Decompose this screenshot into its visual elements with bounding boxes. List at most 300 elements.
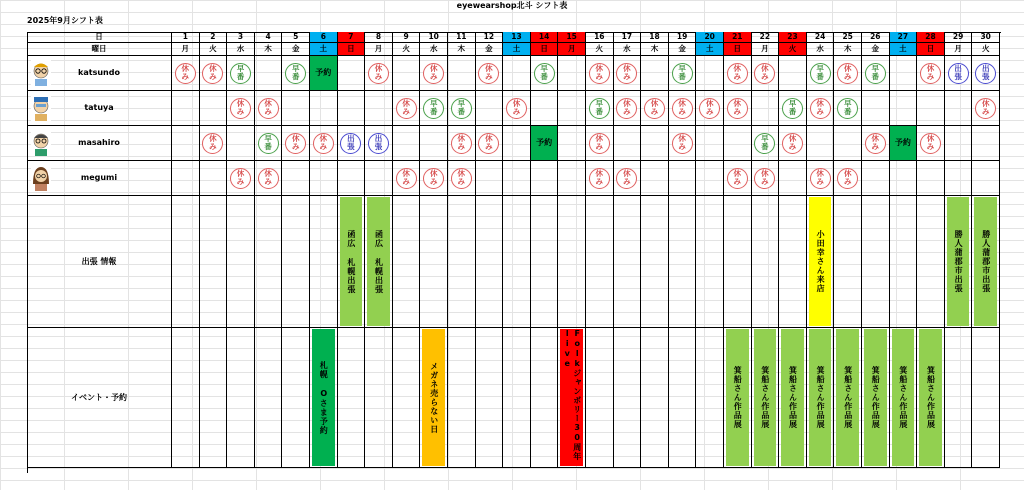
shift-cell[interactable] (807, 161, 835, 196)
shift-cell[interactable] (614, 91, 642, 126)
shift-cell[interactable] (531, 161, 559, 196)
day-off-stamp (202, 63, 223, 84)
off-char-2: み (926, 142, 935, 151)
shift-cell[interactable] (558, 126, 586, 161)
shift-cell[interactable] (779, 56, 807, 91)
day-off-stamp (754, 63, 775, 84)
day-off-stamp (396, 98, 417, 119)
shift-cell[interactable] (586, 56, 614, 91)
shift-cell[interactable] (669, 91, 697, 126)
event-block[interactable] (809, 329, 832, 466)
business-trip-cell[interactable] (558, 196, 586, 328)
shift-cell[interactable] (862, 126, 890, 161)
business-trip-cell[interactable] (200, 196, 228, 328)
early-shift-stamp (810, 63, 831, 84)
off-char-1: 休 (457, 169, 466, 178)
shift-cell[interactable] (476, 91, 504, 126)
business-trip-cell[interactable] (752, 196, 780, 328)
off-char-1: 休 (816, 99, 824, 108)
shift-cell[interactable] (972, 126, 1000, 161)
business-trip-cell[interactable] (255, 196, 283, 328)
shift-cell[interactable] (200, 91, 228, 126)
business-trip-cell[interactable] (172, 196, 200, 328)
business-trip-cell[interactable] (669, 196, 697, 328)
shift-cell[interactable] (255, 56, 283, 91)
business-trip-stamp (948, 63, 969, 84)
off-char-2: み (236, 177, 245, 186)
early-char-1: 早 (843, 99, 852, 108)
off-char-1: 休 (733, 99, 742, 108)
shift-cell[interactable] (614, 56, 642, 91)
off-char-2: み (926, 72, 935, 81)
shift-cell[interactable] (752, 91, 780, 126)
day-number-14: 14 (531, 32, 559, 43)
business-trip-text: 小田幸さん来店 (816, 230, 826, 293)
shift-cell[interactable] (255, 126, 283, 161)
shift-cell[interactable] (255, 161, 283, 196)
shift-cell[interactable] (448, 56, 476, 91)
day-header-label: 日 (27, 32, 172, 43)
off-char-2: み (843, 72, 852, 81)
day-off-stamp (478, 133, 499, 154)
weekday-11: 木 (448, 43, 476, 56)
early-char-1: 早 (788, 99, 797, 108)
business-trip-cell[interactable] (696, 196, 724, 328)
event-cell[interactable] (200, 328, 228, 468)
event-block[interactable] (560, 329, 583, 466)
weekday-21: 日 (724, 43, 752, 56)
shift-cell[interactable] (558, 161, 586, 196)
shift-cell[interactable] (890, 161, 918, 196)
business-trip-cell[interactable] (476, 196, 504, 328)
day-off-stamp (699, 98, 720, 119)
business-trip-cell[interactable] (282, 196, 310, 328)
day-number-22: 22 (752, 32, 780, 43)
day-off-stamp (754, 168, 775, 189)
business-trip-cell[interactable] (420, 196, 448, 328)
day-number-26: 26 (862, 32, 890, 43)
shift-cell[interactable] (972, 161, 1000, 196)
shift-cell[interactable] (614, 126, 642, 161)
weekday-7: 日 (338, 43, 366, 56)
event-cell[interactable] (586, 328, 614, 468)
shift-cell[interactable] (310, 126, 338, 161)
shift-cell[interactable] (917, 91, 945, 126)
off-char-1: 休 (236, 169, 245, 178)
off-char-2: み (981, 107, 990, 116)
event-cell[interactable] (227, 328, 255, 468)
early-shift-stamp (534, 63, 555, 84)
shift-cell[interactable] (172, 91, 200, 126)
day-number-23: 23 (779, 32, 807, 43)
day-number-4: 4 (255, 32, 283, 43)
shift-cell[interactable] (338, 91, 366, 126)
shift-cell[interactable] (393, 91, 421, 126)
event-block[interactable] (312, 329, 335, 466)
off-char-1: 休 (374, 64, 383, 73)
off-char-2: み (733, 107, 742, 116)
off-char-2: み (623, 107, 631, 116)
early-shift-stamp (589, 98, 610, 119)
shift-cell[interactable] (752, 126, 780, 161)
off-char-1: 休 (733, 64, 742, 73)
day-off-stamp (727, 98, 748, 119)
day-number-21: 21 (724, 32, 752, 43)
early-shift-stamp (258, 133, 279, 154)
early-char-2: 番 (816, 72, 824, 81)
weekday-28: 日 (917, 43, 945, 56)
early-char-2: 番 (236, 72, 245, 81)
weekday-26: 金 (862, 43, 890, 56)
event-text: 箕船さん作品展 (898, 366, 908, 429)
shift-cell[interactable] (641, 56, 669, 91)
shift-cell[interactable] (752, 161, 780, 196)
business-trip-cell[interactable] (724, 196, 752, 328)
event-block[interactable] (919, 329, 942, 466)
shift-cell[interactable] (862, 56, 890, 91)
day-off-stamp (396, 168, 417, 189)
event-text: 箕船さん作品展 (733, 366, 743, 429)
event-cell[interactable] (669, 328, 697, 468)
event-block[interactable] (836, 329, 859, 466)
shift-cell[interactable] (338, 56, 366, 91)
day-off-stamp (451, 168, 472, 189)
early-char-2: 番 (678, 72, 686, 81)
shift-cell[interactable] (476, 56, 504, 91)
shift-cell[interactable] (503, 56, 531, 91)
business-trip-text: 勝人蒲郡市出張 (954, 230, 964, 293)
shift-cell[interactable] (365, 56, 393, 91)
shift-cell[interactable] (972, 91, 1000, 126)
shift-cell[interactable] (724, 126, 752, 161)
shift-cell[interactable] (282, 56, 310, 91)
shift-cell[interactable] (365, 126, 393, 161)
event-cell[interactable] (365, 328, 393, 468)
early-char-1: 早 (816, 64, 824, 73)
event-text: 箕船さん作品展 (843, 366, 853, 429)
shift-cell[interactable] (227, 91, 255, 126)
shift-cell[interactable] (503, 161, 531, 196)
off-char-1: 休 (678, 134, 686, 143)
day-off-stamp (975, 98, 996, 119)
business-trip-cell[interactable] (834, 196, 862, 328)
off-char-2: み (595, 177, 604, 186)
day-number-5: 5 (282, 32, 310, 43)
shift-cell[interactable] (393, 56, 421, 91)
business-trip-cell[interactable] (614, 196, 642, 328)
shift-cell[interactable] (890, 56, 918, 91)
business-trip-cell[interactable] (779, 196, 807, 328)
shift-cell[interactable] (420, 91, 448, 126)
shift-cell[interactable] (476, 161, 504, 196)
event-text: Folkジャンボリー30周年live (562, 329, 582, 461)
off-char-2: み (457, 142, 466, 151)
shift-cell[interactable] (172, 56, 200, 91)
shift-cell[interactable] (972, 56, 1000, 91)
off-char-2: み (623, 177, 631, 186)
shift-cell[interactable] (227, 56, 255, 91)
shift-cell[interactable] (696, 56, 724, 91)
off-char-1: 休 (512, 99, 521, 108)
off-char-1: 休 (319, 134, 328, 143)
early-shift-stamp (837, 98, 858, 119)
shift-cell[interactable] (696, 161, 724, 196)
reservation-label: 予約 (536, 138, 553, 147)
day-off-stamp (285, 133, 306, 154)
early-char-2: 番 (843, 107, 852, 116)
day-number-18: 18 (641, 32, 669, 43)
shift-cell[interactable] (558, 91, 586, 126)
shift-cell[interactable] (365, 161, 393, 196)
shift-cell[interactable] (200, 56, 228, 91)
shift-cell[interactable] (503, 126, 531, 161)
shift-cell[interactable] (945, 91, 973, 126)
day-number-28: 28 (917, 32, 945, 43)
shift-cell[interactable] (310, 161, 338, 196)
off-char-1: 休 (264, 169, 272, 178)
business-trip-cell[interactable] (890, 196, 918, 328)
weekday-18: 木 (641, 43, 669, 56)
shift-cell[interactable] (172, 161, 200, 196)
day-off-stamp (506, 98, 527, 119)
day-off-stamp (727, 168, 748, 189)
off-char-2: み (623, 72, 631, 81)
business-trip-cell[interactable] (862, 196, 890, 328)
shift-cell[interactable] (696, 126, 724, 161)
event-cell[interactable] (945, 328, 973, 468)
day-off-stamp (589, 168, 610, 189)
event-block[interactable] (422, 329, 445, 466)
shift-cell[interactable] (917, 161, 945, 196)
business-trip-block[interactable] (809, 197, 832, 326)
shift-cell[interactable] (420, 56, 448, 91)
off-char-2: み (843, 177, 852, 186)
shift-cell[interactable] (255, 91, 283, 126)
event-cell[interactable] (972, 328, 1000, 468)
shift-cell[interactable] (558, 56, 586, 91)
off-char-2: み (761, 177, 769, 186)
shift-cell[interactable] (531, 56, 559, 91)
day-off-stamp (644, 98, 665, 119)
shift-cell[interactable] (614, 161, 642, 196)
shift-cell[interactable] (586, 161, 614, 196)
shift-cell[interactable] (917, 126, 945, 161)
business-trip-cell[interactable] (586, 196, 614, 328)
off-char-2: み (264, 177, 272, 186)
trip-char-1: 出 (981, 64, 990, 73)
day-off-stamp (920, 133, 941, 154)
weekday-24: 水 (807, 43, 835, 56)
event-cell[interactable] (503, 328, 531, 468)
day-number-13: 13 (503, 32, 531, 43)
event-cell[interactable] (172, 328, 200, 468)
shift-cell[interactable] (834, 161, 862, 196)
shift-cell[interactable] (448, 161, 476, 196)
event-cell[interactable] (696, 328, 724, 468)
shift-cell[interactable] (310, 91, 338, 126)
avatar-masahiro (30, 129, 52, 157)
shift-cell[interactable] (669, 126, 697, 161)
event-block[interactable] (781, 329, 804, 466)
business-trip-cell[interactable] (641, 196, 669, 328)
weekday-header-label: 曜日 (27, 43, 172, 56)
early-char-1: 早 (871, 64, 880, 73)
off-char-1: 休 (209, 134, 217, 143)
shift-cell[interactable] (503, 91, 531, 126)
event-block[interactable] (892, 329, 915, 466)
shift-cell[interactable] (338, 126, 366, 161)
event-cell[interactable] (255, 328, 283, 468)
shift-cell[interactable] (807, 56, 835, 91)
off-char-2: み (678, 107, 686, 116)
shift-cell[interactable] (282, 161, 310, 196)
shift-cell[interactable] (200, 126, 228, 161)
event-block[interactable] (726, 329, 749, 466)
off-char-2: み (236, 107, 245, 116)
early-char-2: 番 (291, 72, 300, 81)
event-cell[interactable] (282, 328, 310, 468)
event-cell[interactable] (531, 328, 559, 468)
business-trip-section-label: 出張 情報 (27, 196, 172, 328)
early-char-1: 早 (264, 134, 272, 143)
shift-cell[interactable] (945, 56, 973, 91)
shift-cell[interactable] (779, 126, 807, 161)
early-char-2: 番 (429, 107, 438, 116)
day-off-stamp (810, 168, 831, 189)
shift-cell[interactable] (890, 126, 918, 161)
event-cell[interactable] (641, 328, 669, 468)
shift-cell[interactable] (586, 91, 614, 126)
shift-cell[interactable] (586, 126, 614, 161)
shift-cell[interactable] (200, 161, 228, 196)
business-trip-cell[interactable] (393, 196, 421, 328)
business-trip-cell[interactable] (503, 196, 531, 328)
shift-cell[interactable] (834, 56, 862, 91)
shift-cell[interactable] (724, 56, 752, 91)
shift-cell[interactable] (310, 56, 338, 91)
event-cell[interactable] (476, 328, 504, 468)
day-number-30: 30 (972, 32, 1000, 43)
off-char-2: み (485, 72, 493, 81)
day-number-12: 12 (476, 32, 504, 43)
shift-cell[interactable] (807, 126, 835, 161)
shift-cell[interactable] (834, 126, 862, 161)
shift-cell[interactable] (862, 161, 890, 196)
day-off-stamp (589, 133, 610, 154)
weekday-9: 火 (393, 43, 421, 56)
shift-cell[interactable] (641, 161, 669, 196)
shift-cell[interactable] (393, 161, 421, 196)
day-number-9: 9 (393, 32, 421, 43)
trip-char-1: 出 (954, 64, 962, 73)
day-off-stamp (810, 98, 831, 119)
shift-cell[interactable] (917, 56, 945, 91)
shift-cell[interactable] (669, 161, 697, 196)
staff-name-masahiro: masahiro (27, 126, 172, 161)
day-number-27: 27 (890, 32, 918, 43)
day-off-stamp (202, 133, 223, 154)
event-cell[interactable] (338, 328, 366, 468)
shift-cell[interactable] (724, 161, 752, 196)
day-off-stamp (175, 63, 196, 84)
weekday-22: 月 (752, 43, 780, 56)
event-block[interactable] (754, 329, 777, 466)
off-char-1: 休 (871, 134, 880, 143)
shift-cell[interactable] (641, 91, 669, 126)
business-trip-cell[interactable] (917, 196, 945, 328)
shift-cell[interactable] (172, 126, 200, 161)
business-trip-cell[interactable] (448, 196, 476, 328)
shift-cell[interactable] (834, 91, 862, 126)
shift-cell[interactable] (448, 126, 476, 161)
shift-cell[interactable] (641, 126, 669, 161)
shift-cell[interactable] (890, 91, 918, 126)
business-trip-block[interactable] (947, 197, 970, 326)
shift-cell[interactable] (752, 56, 780, 91)
shift-cell[interactable] (531, 126, 559, 161)
trip-char-1: 出 (347, 134, 355, 143)
weekday-5: 金 (282, 43, 310, 56)
off-char-2: み (816, 177, 824, 186)
event-cell[interactable] (393, 328, 421, 468)
shift-cell[interactable] (945, 126, 973, 161)
off-char-1: 休 (623, 99, 631, 108)
shift-cell[interactable] (779, 91, 807, 126)
shift-cell[interactable] (696, 91, 724, 126)
business-trip-cell[interactable] (227, 196, 255, 328)
shift-cell[interactable] (338, 161, 366, 196)
off-char-2: み (291, 142, 300, 151)
shift-cell[interactable] (807, 91, 835, 126)
shift-cell[interactable] (476, 126, 504, 161)
business-trip-block[interactable] (340, 197, 363, 326)
trip-char-1: 出 (374, 134, 383, 143)
business-trip-cell[interactable] (531, 196, 559, 328)
shift-cell[interactable] (669, 56, 697, 91)
shift-cell[interactable] (365, 91, 393, 126)
shift-cell[interactable] (393, 126, 421, 161)
business-trip-block[interactable] (974, 197, 997, 326)
shift-cell[interactable] (227, 126, 255, 161)
shift-cell[interactable] (420, 161, 448, 196)
reservation-label: 予約 (894, 138, 911, 147)
shift-cell[interactable] (282, 91, 310, 126)
day-off-stamp (313, 133, 334, 154)
off-char-2: み (871, 142, 880, 151)
off-char-1: 休 (623, 169, 631, 178)
business-trip-cell[interactable] (310, 196, 338, 328)
event-cell[interactable] (614, 328, 642, 468)
shift-cell[interactable] (531, 91, 559, 126)
shift-cell[interactable] (227, 161, 255, 196)
shift-cell[interactable] (420, 126, 448, 161)
off-char-1: 休 (402, 99, 410, 108)
off-char-1: 休 (595, 134, 604, 143)
off-char-2: み (264, 107, 272, 116)
shift-cell[interactable] (862, 91, 890, 126)
event-cell[interactable] (448, 328, 476, 468)
shift-cell[interactable] (945, 161, 973, 196)
off-char-1: 休 (843, 64, 852, 73)
off-char-2: み (512, 107, 521, 116)
business-trip-block[interactable] (367, 197, 390, 326)
shift-cell[interactable] (448, 91, 476, 126)
event-block[interactable] (864, 329, 887, 466)
shift-cell[interactable] (724, 91, 752, 126)
shift-cell[interactable] (282, 126, 310, 161)
shift-cell[interactable] (779, 161, 807, 196)
day-number-25: 25 (834, 32, 862, 43)
